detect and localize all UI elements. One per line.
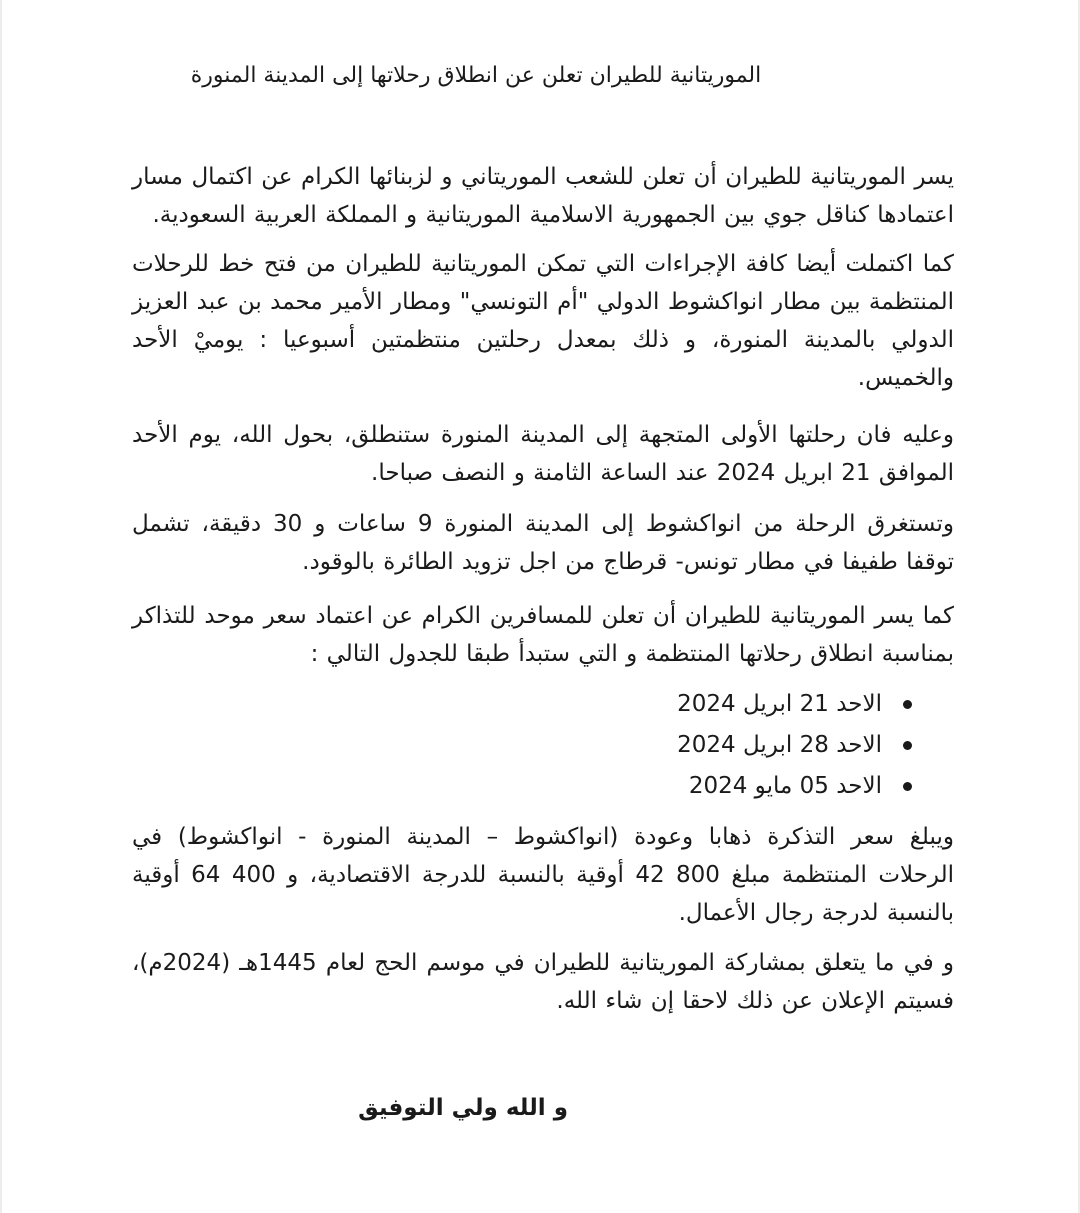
bullet-icon (903, 782, 912, 791)
closing-line: و الله ولي التوفيق (358, 1095, 568, 1121)
paragraph-first-flight: وعليه فان رحلتها الأولى المتجهة إلى المدينة المنورة ستنطلق، بحول الله، يوم الأحد الموافق 21 ابريل 2024 عند الساعة الثامنة و النصف صباحا. (132, 422, 954, 486)
paragraph-procedures: كما اكتملت أيضا كافة الإجراءات التي تمكن الموريتانية للطيران من فتح خط للرحلات المنتظمة بين مطار انواكشوط الدولي "أم التونسي" ومطار الأمير محمد بن عبد العزيز الدولي بالمدينة المنورة، و ذلك بمعدل رحلتين منتظمتين أسبوعيا : يوميْ الأحد والخميس. (132, 251, 954, 391)
schedule-date: الاحد 21 ابريل 2024 (677, 691, 882, 717)
schedule-list (132, 684, 954, 807)
paragraph-ticket-price: ويبلغ سعر التذكرة ذهابا وعودة (انواكشوط – المدينة المنورة - انواكشوط) في الرحلات المنتظمة مبلغ 800 42 أوقية بالنسبة للدرجة الاقتصادية، و 400 64 أوقية بالنسبة لدرجة رجال الأعمال. (132, 824, 955, 926)
list-item (132, 725, 954, 766)
document-body (132, 0, 954, 1213)
bullet-icon (903, 700, 912, 709)
list-item (132, 684, 954, 725)
bullet-icon (903, 741, 912, 750)
list-item (132, 766, 954, 807)
paragraph-flight-duration: وتستغرق الرحلة من انواكشوط إلى المدينة المنورة 9 ساعات و 30 دقيقة، تشمل توقفا طفيفا في مطار تونس- قرطاج من اجل تزويد الطائرة بالوقود. (132, 511, 954, 575)
document-title: الموريتانية للطيران تعلن عن انطلاق رحلاتها إلى المدينة المنورة (190, 63, 762, 88)
paragraph-accreditation: يسر الموريتانية للطيران أن تعلن للشعب الموريتاني و لزبنائها الكرام عن اكتمال مسار اعتمادها كناقل جوي بين الجمهورية الاسلامية الموريتانية و المملكة العربية السعودية. (132, 164, 954, 228)
paragraph-hajj-season: و في ما يتعلق بمشاركة الموريتانية للطيران في موسم الحج لعام 1445هـ (2024م)، فسيتم الإعلان عن ذلك لاحقا إن شاء الله. (132, 950, 954, 1014)
paragraph-unified-price: كما يسر الموريتانية للطيران أن تعلن للمسافرين الكرام عن اعتماد سعر موحد للتذاكر بمناسبة انطلاق رحلاتها المنتظمة و التي ستبدأ طبقا للجدول التالي : (132, 603, 954, 667)
schedule-date: الاحد 28 ابريل 2024 (677, 732, 882, 758)
schedule-date: الاحد 05 مايو 2024 (688, 773, 882, 799)
